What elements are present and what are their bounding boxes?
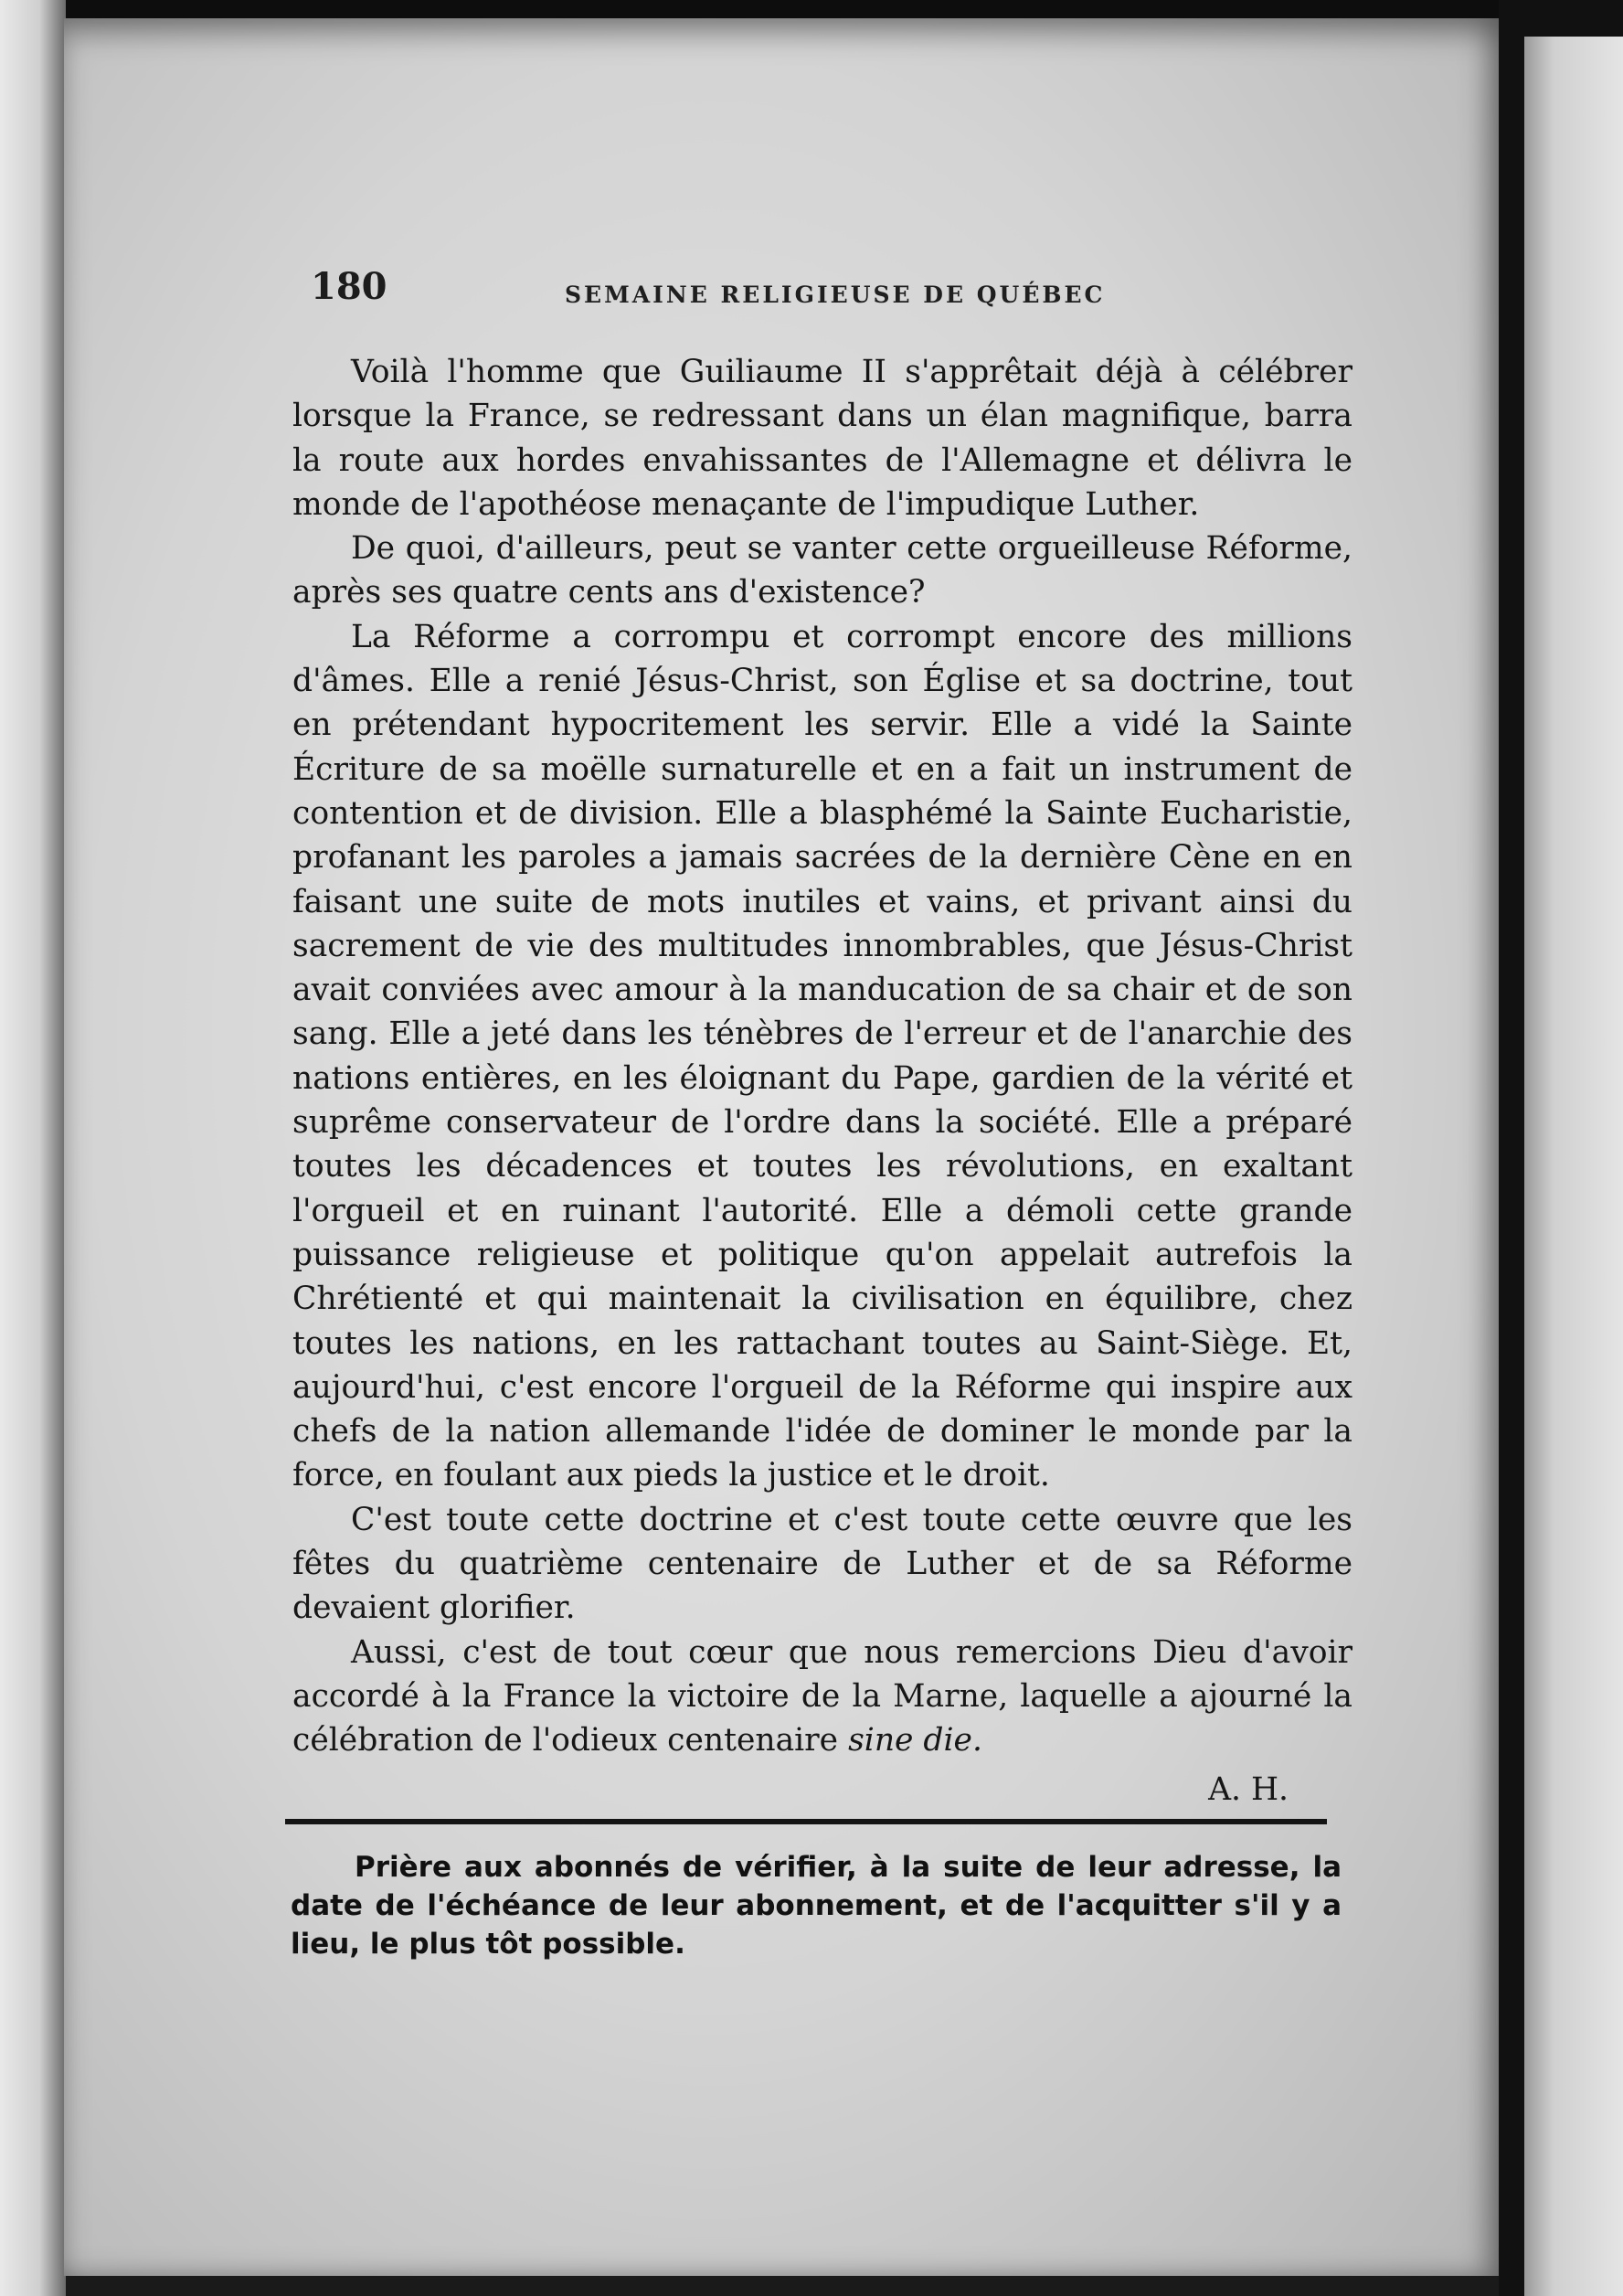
author-signature: A. H. bbox=[1208, 1770, 1289, 1808]
subscription-notice: Prière aux abonnés de vérifier, à la suite de leur adresse, la date de l'échéance de leur abonnement, et de l'acquitter s'il y a lieu, le plus tôt possible. bbox=[291, 1851, 1342, 1961]
separator-rule bbox=[285, 1819, 1327, 1824]
paragraph: De quoi, d'ailleurs, peut se vanter cette orgueilleuse Réforme, après ses quatre cents ans d'existence? bbox=[292, 530, 1352, 611]
paragraph: C'est toute cette doctrine et c'est toute cette œuvre que les fêtes du quatrième centenaire de Luther et de sa Réforme devaient glorifier. bbox=[292, 1501, 1352, 1627]
paragraph-last bbox=[292, 1631, 1352, 1763]
paragraph: Voilà l'homme que Guiliaume II s'apprêtait déjà à célébrer lorsque la France, se redressant dans un élan magnifique, barra la route aux hordes envahissantes de l'Allemagne et délivra le monde de l'apothéose menaçante de l'impudique Luther. bbox=[292, 354, 1352, 523]
italic-phrase: sine die. bbox=[848, 1722, 982, 1759]
page-number: 180 bbox=[311, 265, 387, 308]
scan-left-border bbox=[0, 0, 66, 2296]
running-head bbox=[311, 247, 1499, 329]
paragraph-text: Aussi, c'est de tout cœur que nous remercions Dieu d'avoir accordé à la France la victoire de la Marne, laquelle a ajourné la célébration de l'odieux centenaire bbox=[292, 1633, 1352, 1759]
facing-page-edge bbox=[1524, 37, 1623, 2296]
paragraph: La Réforme a corrompu et corrompt encore des millions d'âmes. Elle a renié Jésus-Christ, son Église et sa doctrine, tout en prétendant hypocritement les servir. Elle a vidé la Sainte Écriture de sa moëlle surnaturelle et en a fait un instrument de contention et de division. Elle a blasphémé la Sainte Eucharistie, profanant les paroles a jamais sacrées de la dernière Cène en en faisant une suite de mots inutiles et vains, et privant ainsi du sacrement de vie des multitudes innombrables, que Jésus-Christ avait conviées avec amour à la manducation de sa chair et de son sang. Elle a jeté dans les ténèbres de l'erreur et de l'anarchie des nations entières, en les éloignant du Pape, gardien de la vérité et suprême conservateur de l'ordre dans la société. Elle a préparé toutes les décadences et toutes les révolutions, en exaltant l'orgueil et en ruinant l'autorité. Elle a démoli cette grande puissance religieuse et politique qu'on appelait autrefois la Chrétienté et qui maintenait la civilisation en équilibre, chez toutes les nations, en les rattachant toutes au Saint-Siège. Et, aujourd'hui, c'est encore l'orgueil de la Réforme qui inspire aux chefs de la nation allemande l'idée de dominer le monde par la force, en foulant aux pieds la justice et le droit. bbox=[292, 618, 1352, 1494]
book-gutter bbox=[1499, 0, 1526, 2296]
article-body bbox=[292, 350, 1352, 1812]
running-title: SEMAINE RELIGIEUSE DE QUÉBEC bbox=[565, 282, 1106, 308]
